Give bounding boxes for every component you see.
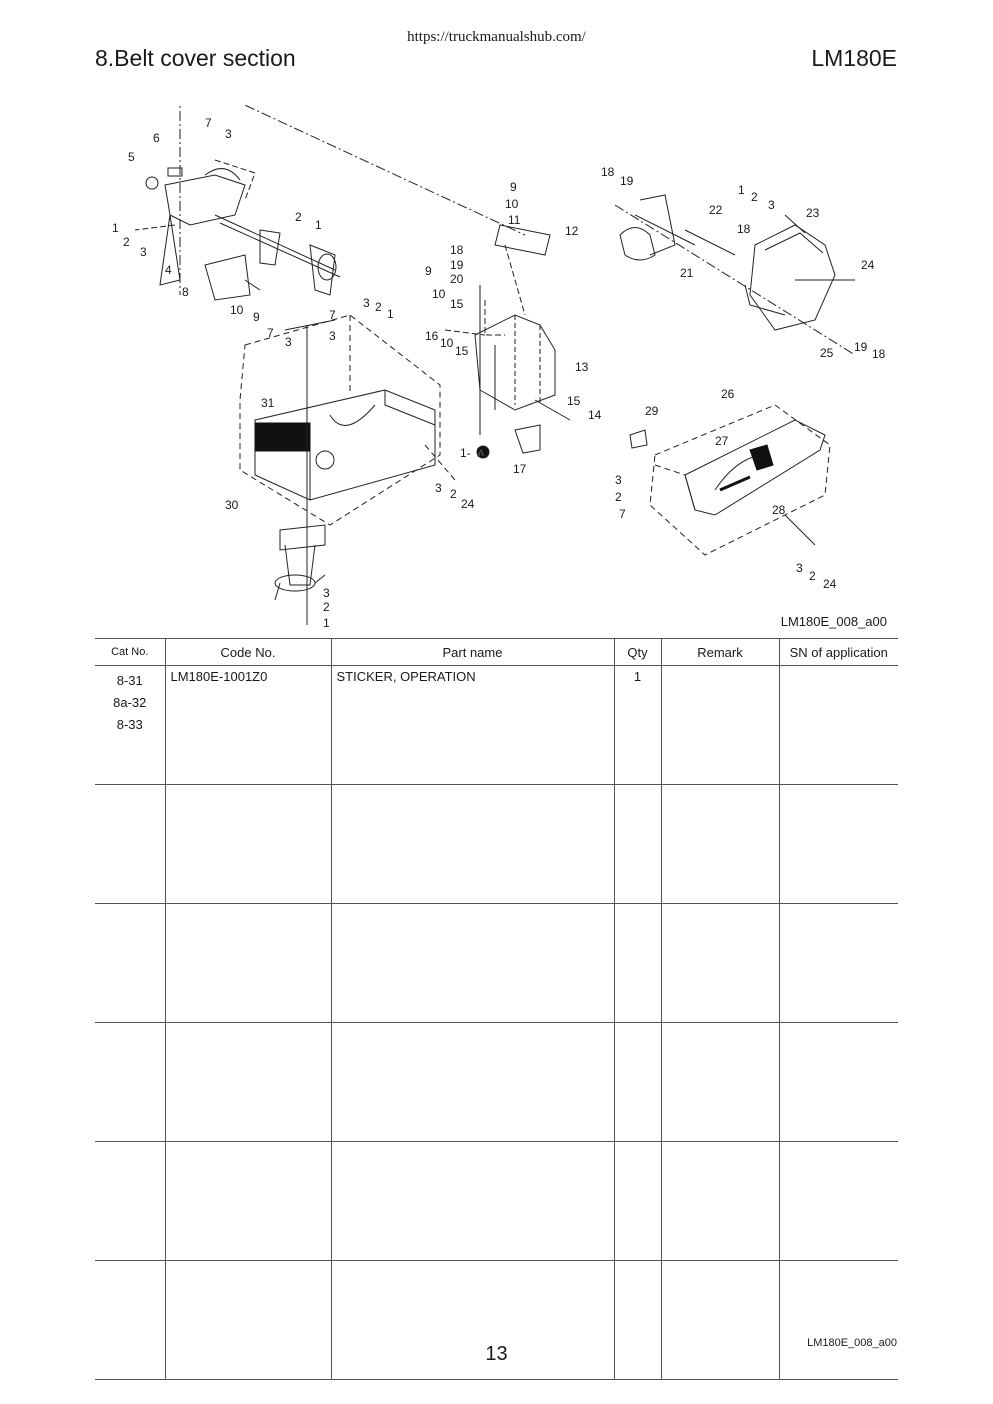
svg-text:1: 1 <box>323 616 330 630</box>
table-header-row <box>95 639 898 666</box>
svg-text:8: 8 <box>182 285 189 299</box>
cell-part-name <box>331 666 614 785</box>
table-row <box>95 1142 898 1261</box>
table-row <box>95 666 898 785</box>
cell-cat-no <box>95 904 165 1023</box>
cell-remark <box>661 1023 779 1142</box>
col-header-remark: Remark <box>661 639 779 666</box>
page-number: 13 <box>485 1343 508 1365</box>
col-header-part-name: Part name <box>331 639 614 666</box>
cell-qty <box>614 1142 661 1261</box>
cell-cat-no <box>95 785 165 904</box>
table-row <box>95 785 898 904</box>
svg-text:3: 3 <box>140 245 147 259</box>
cell-cat-no <box>95 1142 165 1261</box>
svg-text:18: 18 <box>450 243 464 257</box>
svg-text:10: 10 <box>440 336 454 350</box>
svg-text:13: 13 <box>575 360 589 374</box>
table-row <box>95 1023 898 1142</box>
cat-no-line: 8-31 <box>116 673 143 688</box>
svg-text:16: 16 <box>425 329 439 343</box>
svg-text:2: 2 <box>751 190 758 204</box>
svg-text:18: 18 <box>872 347 886 361</box>
svg-text:3: 3 <box>615 473 622 487</box>
cell-code-no <box>165 1142 331 1261</box>
cell-sn <box>779 1023 898 1142</box>
cell-part-name <box>331 1023 614 1142</box>
svg-text:3: 3 <box>363 296 370 310</box>
part-name-text: STICKER, OPERATION <box>336 669 476 684</box>
code-no-text: LM180E-1001Z0 <box>170 669 268 684</box>
svg-text:3: 3 <box>225 127 232 141</box>
svg-text:23: 23 <box>806 206 820 220</box>
svg-text:2: 2 <box>809 569 816 583</box>
footer-reference: LM180E_008_a00 <box>807 1337 897 1349</box>
source-url[interactable]: https://truckmanualshub.com/ <box>407 29 586 45</box>
svg-text:24: 24 <box>823 577 837 591</box>
svg-text:1: 1 <box>387 307 394 321</box>
cell-part-name <box>331 785 614 904</box>
col-header-code-no: Code No. <box>165 639 331 666</box>
svg-text:31: 31 <box>261 396 275 410</box>
svg-text:2: 2 <box>323 600 330 614</box>
cat-no-line: 8a-32 <box>113 695 147 710</box>
cell-remark <box>661 785 779 904</box>
cell-qty <box>614 785 661 904</box>
svg-text:15: 15 <box>567 394 581 408</box>
svg-text:24: 24 <box>461 497 475 511</box>
svg-text:19: 19 <box>620 174 634 188</box>
col-header-sn: SN of application <box>779 639 898 666</box>
parts-table <box>95 638 898 1380</box>
svg-text:28: 28 <box>772 503 786 517</box>
svg-text:9: 9 <box>253 310 260 324</box>
svg-text:18: 18 <box>601 165 615 179</box>
svg-text:2: 2 <box>295 210 302 224</box>
svg-text:4: 4 <box>165 263 172 277</box>
svg-text:3: 3 <box>796 561 803 575</box>
svg-text:22: 22 <box>709 203 723 217</box>
svg-text:21: 21 <box>680 266 694 280</box>
svg-text:19: 19 <box>450 258 464 272</box>
svg-text:29: 29 <box>645 404 659 418</box>
svg-text:30: 30 <box>225 498 239 512</box>
svg-text:25: 25 <box>820 346 834 360</box>
cell-remark <box>661 904 779 1023</box>
col-header-qty: Qty <box>614 639 661 666</box>
col-header-cat-no: Cat No. <box>95 639 165 666</box>
svg-text:14: 14 <box>588 408 602 422</box>
svg-text:18: 18 <box>737 222 751 236</box>
svg-text:10: 10 <box>432 287 446 301</box>
cell-qty <box>614 904 661 1023</box>
cell-sn <box>779 666 898 785</box>
exploded-parts-diagram <box>95 105 898 635</box>
svg-text:1: 1 <box>112 221 119 235</box>
svg-text:27: 27 <box>715 434 729 448</box>
svg-text:3: 3 <box>435 481 442 495</box>
svg-text:5: 5 <box>128 150 135 164</box>
svg-text:6: 6 <box>153 131 160 145</box>
svg-text:24: 24 <box>861 258 875 272</box>
svg-text:3: 3 <box>285 335 292 349</box>
svg-text:10: 10 <box>230 303 244 317</box>
svg-text:3: 3 <box>323 586 330 600</box>
svg-text:17: 17 <box>513 462 527 476</box>
cell-sn <box>779 1142 898 1261</box>
callout-a-prefix: 1- <box>460 446 471 460</box>
svg-text:1: 1 <box>315 218 322 232</box>
qty-text: 1 <box>633 669 642 684</box>
svg-text:3: 3 <box>329 329 336 343</box>
svg-text:7: 7 <box>267 326 274 340</box>
svg-text:2: 2 <box>123 235 130 249</box>
cell-qty <box>614 666 661 785</box>
svg-text:3: 3 <box>768 198 775 212</box>
svg-text:9: 9 <box>510 180 517 194</box>
svg-text:10: 10 <box>505 197 519 211</box>
cell-remark <box>661 666 779 785</box>
svg-text:11: 11 <box>508 213 521 227</box>
table-row <box>95 904 898 1023</box>
cell-part-name <box>331 1142 614 1261</box>
cell-cat-no <box>95 1023 165 1142</box>
cell-remark <box>661 1142 779 1261</box>
cell-code-no <box>165 785 331 904</box>
cell-part-name <box>331 904 614 1023</box>
svg-text:9: 9 <box>425 264 432 278</box>
svg-text:2: 2 <box>375 300 382 314</box>
svg-text:26: 26 <box>721 387 735 401</box>
cell-sn <box>779 904 898 1023</box>
cat-no-line: 8-33 <box>116 717 143 732</box>
svg-text:2: 2 <box>450 487 457 501</box>
svg-text:2: 2 <box>615 490 622 504</box>
section-title: 8.Belt cover section <box>95 45 296 71</box>
cell-sn <box>779 785 898 904</box>
svg-text:15: 15 <box>450 297 464 311</box>
svg-text:19: 19 <box>854 340 868 354</box>
model-code: LM180E <box>811 45 897 71</box>
diagram-reference: LM180E_008_a00 <box>780 614 887 629</box>
cell-code-no <box>165 666 331 785</box>
svg-text:7: 7 <box>205 116 212 130</box>
svg-text:12: 12 <box>565 224 579 238</box>
cell-cat-no <box>95 666 165 785</box>
svg-text:15: 15 <box>455 344 469 358</box>
svg-text:7: 7 <box>619 507 626 521</box>
svg-text:1: 1 <box>738 183 745 197</box>
cell-qty <box>614 1023 661 1142</box>
svg-text:20: 20 <box>450 272 464 286</box>
svg-text:A: A <box>477 448 485 458</box>
cell-code-no <box>165 904 331 1023</box>
svg-text:7: 7 <box>329 308 336 322</box>
cell-code-no <box>165 1023 331 1142</box>
